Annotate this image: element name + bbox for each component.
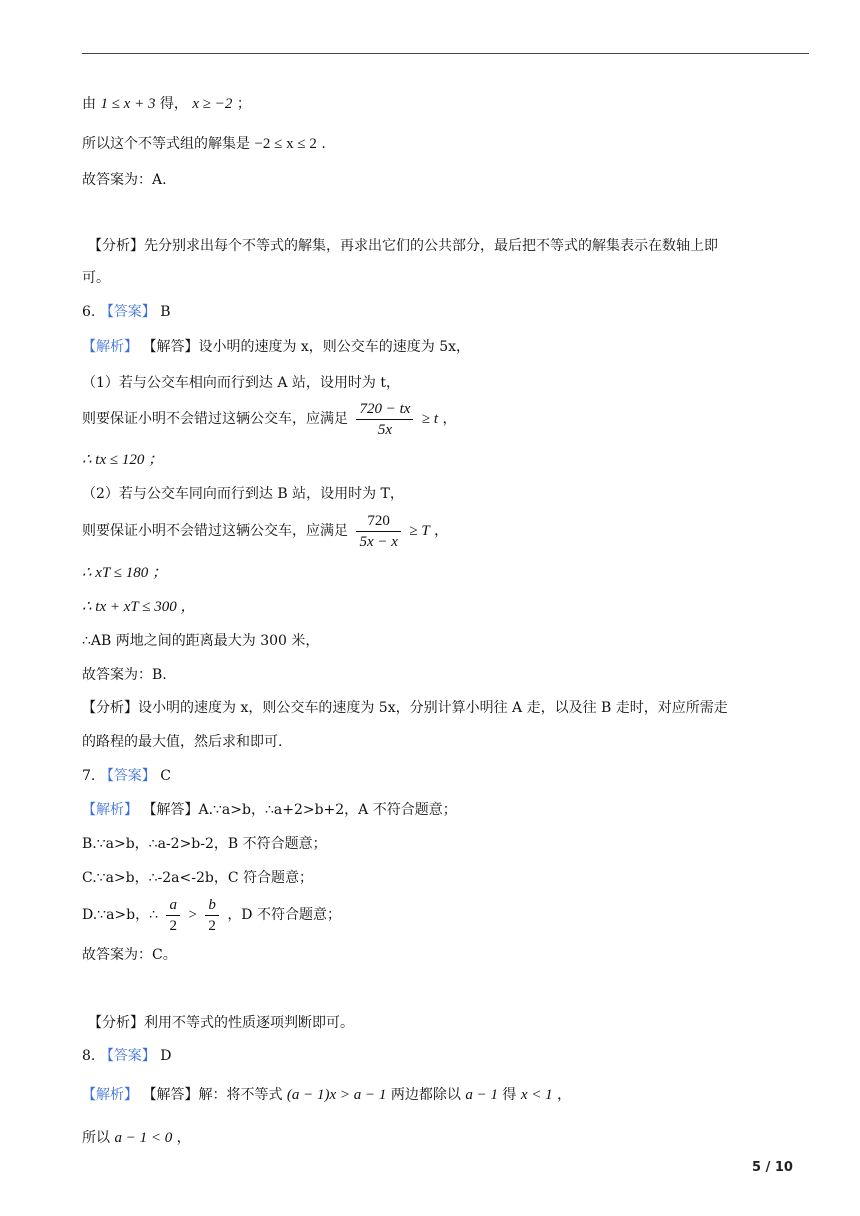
math-expression: (a − 1)x > a − 1 xyxy=(286,1087,387,1103)
line-text: ； xyxy=(236,96,251,112)
line-text: 得 xyxy=(502,1087,521,1103)
line-text: ， xyxy=(176,1130,191,1146)
line-text: 【解答】解：将不等式 xyxy=(142,1087,287,1103)
answer-line: 故答案为：A. xyxy=(82,172,167,188)
answer-tag: 【答案】 xyxy=(99,1048,156,1064)
page-number: 5 / 10 xyxy=(752,1160,793,1175)
explanation-line: ∴ tx ≤ 120 ； xyxy=(82,452,164,468)
analysis-line: 【分析】利用不等式的性质逐项判断即可。 xyxy=(88,1015,354,1031)
explanation-line xyxy=(82,1085,571,1105)
fraction-denominator: 5x − x xyxy=(359,533,398,550)
answer-letter: D xyxy=(160,1048,172,1064)
question-7-answer xyxy=(82,766,171,786)
line-text: D.∵a>b，∴ xyxy=(82,907,159,923)
line-text: 两边都除以 xyxy=(390,1087,466,1103)
math-expression: −2 ≤ x ≤ 2 xyxy=(254,136,317,152)
line-text: . xyxy=(321,136,326,152)
line-text: ， xyxy=(442,411,457,427)
fraction-numerator: a xyxy=(166,896,180,916)
fraction-denominator: 2 xyxy=(169,917,177,934)
explanation-line: C.∵a>b，∴-2a<-2b，C 符合题意； xyxy=(82,870,313,886)
fraction xyxy=(356,400,413,439)
fraction-denominator: 5x xyxy=(377,421,393,438)
explanation-line xyxy=(82,800,457,820)
solution-line xyxy=(82,134,326,154)
line-text: ，D 不符合题意； xyxy=(227,907,341,923)
line-text: 则要保证小明不会错过这辆公交车，应满足 xyxy=(82,523,353,539)
fraction xyxy=(356,512,400,551)
line-text: ， xyxy=(434,523,449,539)
line-text: 则要保证小明不会错过这辆公交车，应满足 xyxy=(82,411,353,427)
fraction xyxy=(205,896,219,935)
math-expression: ≥ t xyxy=(421,411,439,427)
explanation-line: ∴ tx + xT ≤ 300 ， xyxy=(82,599,196,615)
explanation-line: B.∵a>b，∴a-2>b-2，B 不符合题意； xyxy=(82,836,327,852)
math-expression: > xyxy=(188,907,197,923)
explanation-tag: 【解析】 xyxy=(82,339,138,355)
explanation-line: ∴ xT ≤ 180 ； xyxy=(82,565,168,581)
analysis-line: 的路程的最大值，然后求和即可. xyxy=(82,734,283,750)
line-text: 得， xyxy=(159,96,188,112)
analysis-line: 可。 xyxy=(82,270,110,286)
fraction-numerator: 720 − tx xyxy=(356,400,413,420)
explanation-line: ∴AB 两地之间的距离最大为 300 米， xyxy=(82,633,320,649)
math-expression: ≥ T xyxy=(409,523,430,539)
math-expression: a − 1 < 0 xyxy=(114,1130,173,1146)
answer-tag: 【答案】 xyxy=(99,304,156,320)
line-text: ， xyxy=(557,1087,572,1103)
fraction-numerator: b xyxy=(205,896,219,916)
explanation-line xyxy=(82,1128,191,1148)
fraction-numerator: 720 xyxy=(356,512,400,532)
question-number: 6. xyxy=(82,304,96,320)
explanation-line: （2）若与公交车同向而行到达 B 站，设用时为 T， xyxy=(82,486,404,502)
answer-line: 故答案为：C。 xyxy=(82,947,177,963)
answer-line: 故答案为：B. xyxy=(82,667,167,683)
explanation-line: （1）若与公交车相向而行到达 A 站，设用时为 t， xyxy=(82,375,400,391)
header-rule xyxy=(82,53,809,54)
analysis-line: 【分析】设小明的速度为 x，则公交车的速度为 5x，分别计算小明往 A 走，以及往 B 走时，对应所需走 xyxy=(82,700,728,716)
explanation-tag: 【解析】 xyxy=(82,1087,138,1103)
question-6-answer xyxy=(82,302,171,322)
answer-letter: C xyxy=(160,768,171,784)
question-number: 8. xyxy=(82,1048,96,1064)
line-text: 所以这个不等式组的解集是 xyxy=(82,136,255,152)
line-text: 所以 xyxy=(82,1130,115,1146)
line-text: 【解答】A.∵a>b，∴a+2>b+2，A 不符合题意； xyxy=(142,802,457,818)
explanation-line xyxy=(82,337,470,357)
question-8-answer xyxy=(82,1046,172,1066)
answer-tag: 【答案】 xyxy=(99,768,156,784)
explanation-line xyxy=(82,510,448,552)
explanation-line xyxy=(82,894,341,936)
analysis-line: 【分析】先分别求出每个不等式的解集，再求出它们的公共部分，最后把不等式的解集表示在数轴上即 xyxy=(88,238,718,254)
solution-line xyxy=(82,94,251,114)
fraction-denominator: 2 xyxy=(208,917,216,934)
line-text: 由 xyxy=(82,96,101,112)
fraction xyxy=(166,896,180,935)
math-expression: x ≥ −2 xyxy=(192,96,233,112)
answer-letter: B xyxy=(160,304,171,320)
explanation-tag: 【解析】 xyxy=(82,802,138,818)
math-expression: 1 ≤ x + 3 xyxy=(100,96,156,112)
math-expression: a − 1 xyxy=(465,1087,498,1103)
question-number: 7. xyxy=(82,768,96,784)
math-expression: x < 1 xyxy=(520,1087,553,1103)
explanation-line xyxy=(82,398,456,440)
line-text: 【解答】设小明的速度为 x，则公交车的速度为 5x， xyxy=(142,339,471,355)
